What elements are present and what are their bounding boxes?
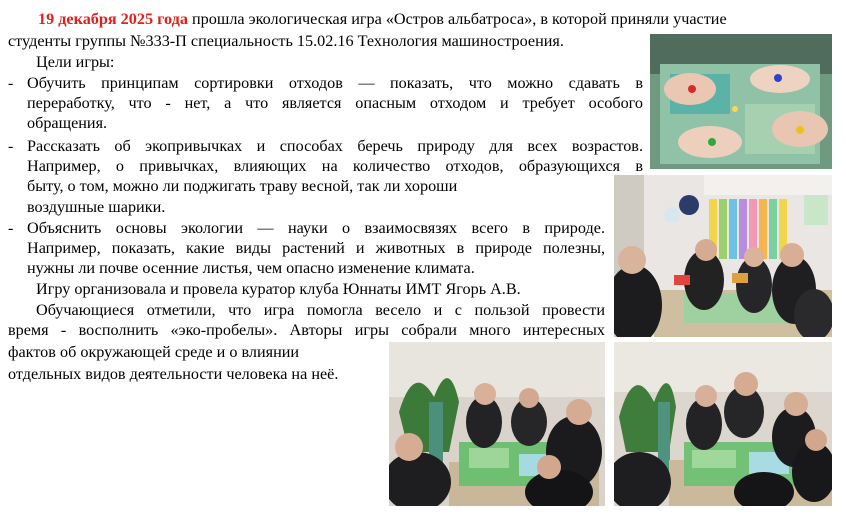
event-date: 19 декабря 2025 года xyxy=(38,10,188,28)
goal-3-line-3: нужны ли почве осенние листья, чем опасно изменение климата. xyxy=(27,259,475,277)
goal-1-bullet: - xyxy=(8,74,14,92)
closing-line-2: время - восполнить «эко-пробелы». Авторы игры собрали много интересных xyxy=(8,321,605,339)
goal-1-line-3: обращения. xyxy=(27,114,108,132)
goal-2-line-2: Например, о привычках, влияющих на количество отходов, образующихся в xyxy=(27,157,643,175)
goal-2-line-4: воздушные шарики. xyxy=(27,198,166,216)
goal-1-line-2: переработку, что - нет, а что является опасным отходом и требует особого xyxy=(27,94,643,112)
photo-students-board-game-2 xyxy=(614,342,832,506)
closing-line-4: отдельных видов деятельности человека на неё. xyxy=(8,365,339,383)
photo-students-board-game xyxy=(389,342,605,506)
closing-line-1: Обучающиеся отметили, что игра помогла весело и с пользой провести xyxy=(36,301,605,319)
intro-line-1-text: прошла экологическая игра «Остров альбатроса», в которой приняли участие xyxy=(187,10,727,28)
goal-2-line-3: быту, о том, можно ли поджигать траву весной, так ли хороши xyxy=(27,177,458,195)
photo-game-pieces-on-hands xyxy=(650,34,832,169)
goal-2-line-1: Рассказать об экопривычках и способах беречь природу для всех возрастов. xyxy=(27,137,643,155)
intro-line-2: студенты группы №333-П специальность 15.02.16 Технология машиностроения. xyxy=(8,32,564,50)
closing-line-3: фактов об окружающей среде и о влиянии xyxy=(8,343,300,361)
goals-heading: Цели игры: xyxy=(36,53,115,71)
goal-1-line-1: Обучить принципам сортировки отходов — показать, что можно сдавать в xyxy=(27,74,643,92)
goal-3-line-1: Объяснить основы экологии — науки о взаимосвязях всего в природе. xyxy=(27,219,605,237)
photo-students-rainbow-wall xyxy=(614,175,832,337)
goal-3-bullet: - xyxy=(8,219,14,237)
goal-3-line-2: Например, показать, какие виды растений и животных в природе полезны, xyxy=(27,239,605,257)
organizer-line: Игру организовала и провела куратор клуба Юннаты ИМТ Ягорь А.В. xyxy=(36,280,521,298)
goal-2-bullet: - xyxy=(8,137,14,155)
intro-line-1 xyxy=(38,9,727,29)
